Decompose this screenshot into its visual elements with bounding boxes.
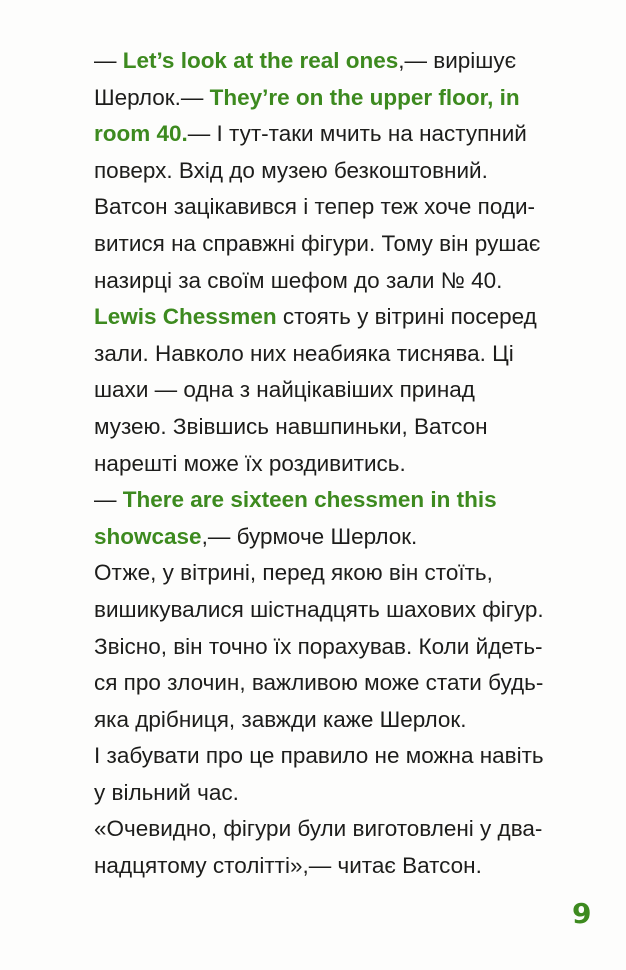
english-phrase: showcase <box>94 523 202 549</box>
text-line <box>94 43 564 80</box>
ukrainian-text: вишикувалися шістнадцять шахових фігур. <box>94 596 544 622</box>
ukrainian-text: — <box>94 48 123 73</box>
text-line <box>94 409 564 446</box>
text-line <box>94 446 564 483</box>
ukrainian-text: яка дрібниця, завжди каже Шерлок. <box>94 706 467 732</box>
ukrainian-text: поверх. Вхід до музею безкоштовний. <box>94 157 488 183</box>
ukrainian-text: назирці за своїм шефом до зали № 40. <box>94 267 503 293</box>
text-line <box>94 848 564 885</box>
text-line <box>94 263 564 300</box>
text-line <box>94 738 564 775</box>
text-line <box>94 80 564 117</box>
english-phrase: Lewis Chessmen <box>94 304 277 330</box>
ukrainian-text: музею. Звівшись навшпиньки, Ватсон <box>94 413 488 439</box>
ukrainian-text: ся про злочин, важливою може стати будь- <box>94 670 544 696</box>
ukrainian-text: стоять у вітрині посеред <box>276 304 537 330</box>
ukrainian-text: Шерлок.— <box>94 84 210 110</box>
ukrainian-text: надцятому столітті»,— читає Ватсон. <box>94 853 482 879</box>
ukrainian-text: Звісно, він точно їх порахував. Коли йдеть- <box>94 633 543 659</box>
text-line <box>94 629 564 666</box>
ukrainian-text: шахи — одна з найцікавіших принад <box>94 377 475 403</box>
text-line <box>94 226 564 263</box>
text-line <box>94 372 564 409</box>
text-line <box>94 592 564 629</box>
text-line <box>94 336 564 373</box>
text-line <box>94 665 564 702</box>
text-line <box>94 519 564 556</box>
ukrainian-text: витися на справжні фігури. Тому він рушає <box>94 230 541 256</box>
ukrainian-text: нарешті може їх роздивитись. <box>94 450 406 476</box>
text-line <box>94 555 564 592</box>
text-line <box>94 189 564 226</box>
ukrainian-text: ,— вирішує <box>398 48 517 73</box>
text-line <box>94 482 564 519</box>
ukrainian-text: — І тут-таки мчить на наступний <box>187 121 527 147</box>
english-phrase: room 40. <box>94 121 188 147</box>
text-line <box>94 811 564 848</box>
text-line <box>94 775 564 812</box>
english-phrase: Let’s look at the real ones <box>122 48 399 73</box>
body-text <box>94 43 564 885</box>
ukrainian-text: І забувати про це правило не можна навіть <box>94 743 544 769</box>
text-line <box>94 299 564 336</box>
page-number: 9 <box>572 897 592 930</box>
english-phrase: They’re on the upper floor, in <box>209 84 520 110</box>
ukrainian-text: у вільний час. <box>94 779 239 805</box>
ukrainian-text: зали. Навколо них неабияка тиснява. Ці <box>94 340 514 366</box>
text-line <box>94 116 564 153</box>
text-line <box>94 702 564 739</box>
ukrainian-text: «Очевидно, фігури були виготовлені у два- <box>94 816 543 842</box>
ukrainian-text: Отже, у вітрині, перед якою він стоїть, <box>94 560 493 586</box>
english-phrase: There are sixteen chessmen in this <box>122 487 497 513</box>
text-line <box>94 153 564 190</box>
ukrainian-text: ,— бурмоче Шерлок. <box>201 523 418 549</box>
ukrainian-text: — <box>94 487 123 513</box>
ukrainian-text: Ватсон зацікавився і тепер теж хоче поди- <box>94 194 536 220</box>
